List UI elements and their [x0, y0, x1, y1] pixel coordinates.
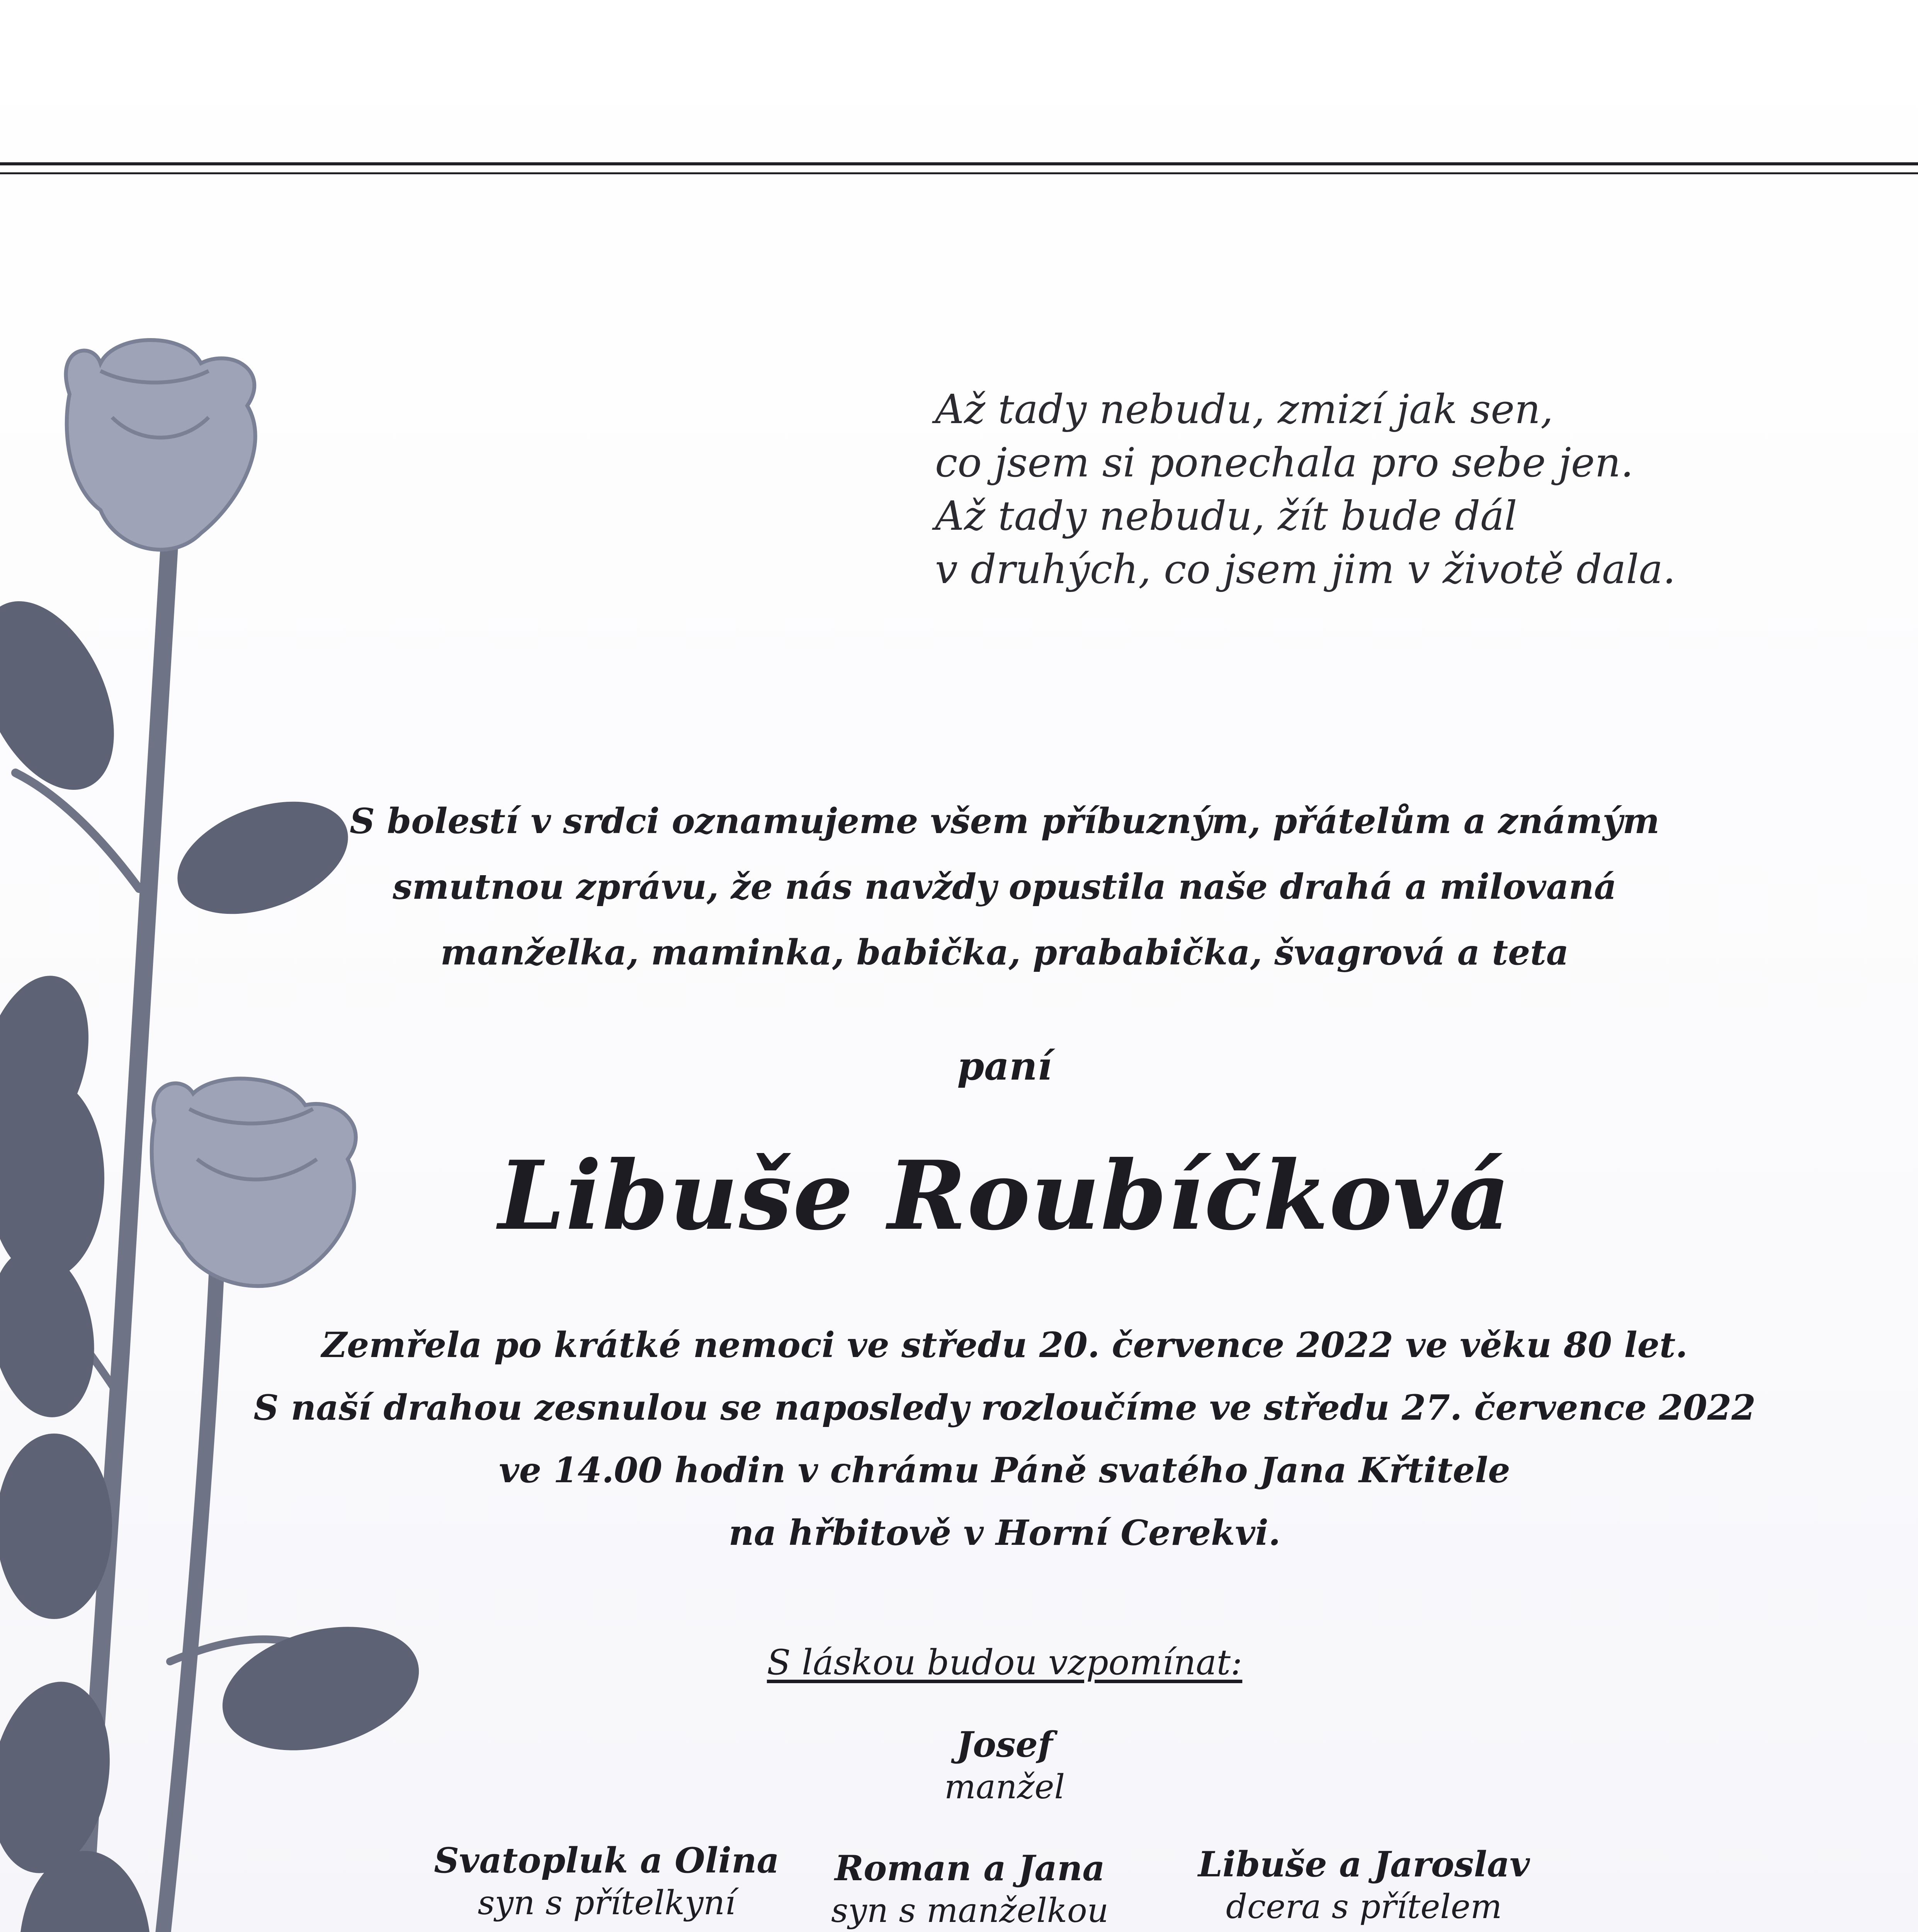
mourner-relation: syn s manželkou [831, 1891, 1109, 1930]
mourner-name: Libuše a Jaroslav [1198, 1844, 1530, 1885]
mourner-name: Svatopluk a Olina [434, 1840, 779, 1881]
poem-line: v druhých, co jsem jim v životě dala. [935, 546, 1676, 593]
intro-line: S bolestí v srdci oznamujeme všem příbuzným, přátelům a známým [349, 801, 1660, 842]
details-line: ve 14.00 hodin v chrámu Páně svatého Jana Křtitele [499, 1450, 1510, 1491]
mourner-child [413, 1839, 800, 1924]
honorific: paní [957, 1043, 1052, 1089]
funeral-details [155, 1314, 1855, 1564]
details-line: S naší drahou zesnulou se naposledy rozloučíme ve středu 27. července 2022 [253, 1387, 1756, 1428]
announcement-intro [155, 788, 1855, 985]
intro-line: smutnou zprávu, že nás navždy opustila naše drahá a milovaná [393, 866, 1617, 907]
details-line: Zemřela po krátké nemoci ve středu 20. července 2022 ve věku 80 let. [321, 1325, 1688, 1366]
mourner-child [777, 1847, 1163, 1932]
poem-line: Až tady nebudu, žít bude dál [935, 492, 1517, 539]
mourners-heading: S láskou budou vzpomínat: [767, 1642, 1243, 1683]
mourner-name: Roman a Jana [835, 1848, 1105, 1889]
mourner-relation: syn s přítelkyní [478, 1884, 736, 1922]
details-line: na hřbitově v Horní Cerekvi. [728, 1512, 1281, 1553]
poem [935, 383, 1676, 596]
mourner-name: Josef [956, 1724, 1053, 1765]
mourner-relation: manžel [944, 1768, 1065, 1806]
poem-line: co jsem si ponechala pro sebe jen. [935, 439, 1634, 486]
poem-line: Až tady nebudu, zmizí jak sen, [935, 386, 1553, 433]
intro-line: manželka, maminka, babička, prababička, švagrová a teta [440, 932, 1569, 973]
mourner-child [1171, 1843, 1557, 1928]
mourner-relation: dcera s přítelem [1226, 1888, 1502, 1926]
deceased-name: Libuše Roubíčková [498, 1140, 1511, 1251]
mourner-husband [155, 1723, 1855, 1808]
